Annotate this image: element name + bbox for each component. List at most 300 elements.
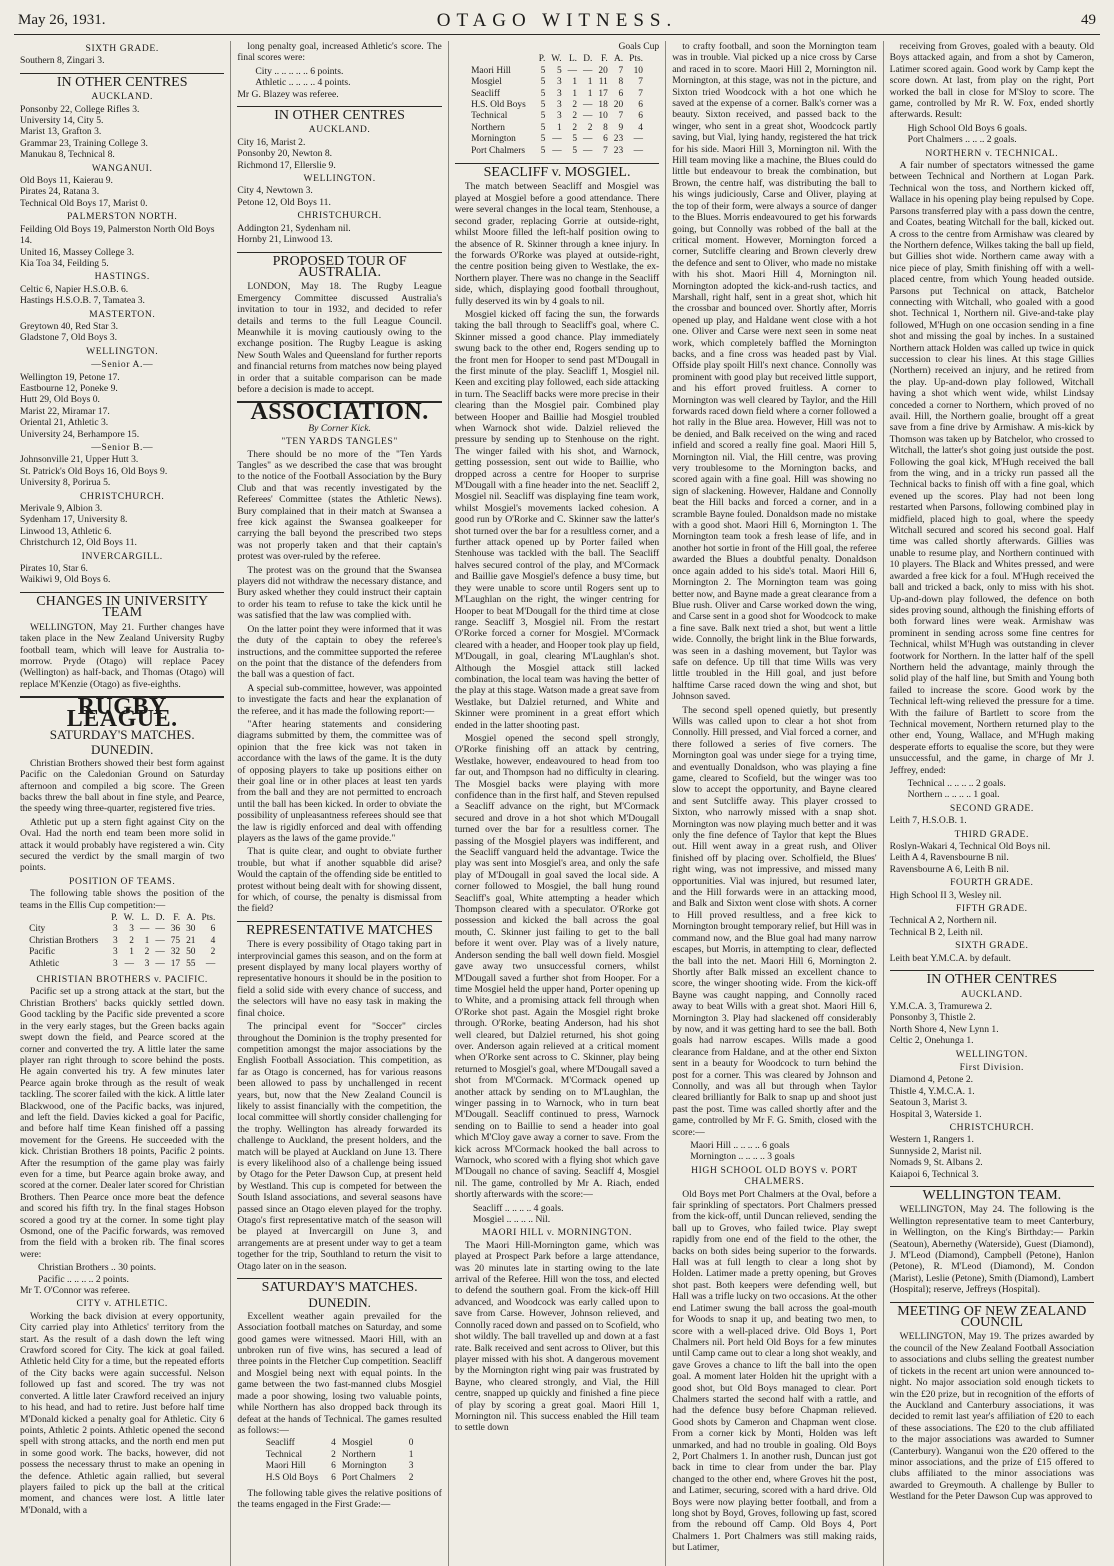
- section-heading: IN OTHER CENTRES: [890, 970, 1094, 985]
- article-paragraph: WELLINGTON, May 24. The following is the Wellington representative team to meet Canterbury, in Wellington, on the King's Birthday:— Parkin (Seatoun), Abernethy (Waterside), Guest (Diamond), J. M'Leod (Diamond), Campbell (Petone), Hanlon (Petone), R. M'Leod (Diamond), M. Condon (Marist), Leslie (Petone), Smith (Diamond), Lambert (Hospital); reserve, Jeffreys (Hospital).: [889, 1204, 1095, 1296]
- region-heading: MASTERTON.: [89, 308, 156, 320]
- result-item: Seacliff .. .. .. .. 4 goals.: [472, 1202, 564, 1214]
- table-cell: —: [583, 111, 593, 122]
- table-cell: Seacliff: [265, 1438, 295, 1449]
- result-item: University 8, Porirua 5.: [20, 477, 111, 489]
- table-cell: 6: [603, 134, 608, 145]
- result-item: Hastings H.S.O.B. 7, Tamatea 3.: [20, 295, 145, 307]
- result-list: [890, 890, 1094, 901]
- table-cell: 5: [540, 65, 546, 76]
- grade-heading: FOURTH GRADE.: [950, 877, 1034, 889]
- article-heading: PROPOSED TOUR OF AUSTRALIA.: [237, 252, 441, 279]
- region-heading: WELLINGTON.: [955, 1048, 1028, 1060]
- region-heading: HASTINGS.: [94, 271, 150, 283]
- table-cell: 7: [638, 77, 643, 88]
- table-cell: 10: [598, 111, 608, 122]
- table-cell: 20: [598, 65, 608, 76]
- table-cell: 18: [598, 100, 608, 111]
- table-cell: 5: [540, 145, 546, 156]
- result-list: [890, 1134, 1094, 1180]
- article-heading: POSITION OF TEAMS.: [69, 875, 176, 887]
- table-cell: 30: [186, 924, 196, 935]
- table-cell: —: [139, 924, 150, 935]
- table-cell: H.S. Old Boys: [471, 100, 526, 111]
- table-header-cell: A.: [186, 913, 196, 924]
- result-item: Seatoun 3, Marist 3.: [889, 1097, 968, 1109]
- table-cell: —: [583, 134, 593, 145]
- result-item: United 16, Massey College 3.: [20, 246, 135, 258]
- result-item: Western 1, Rangers 1.: [889, 1134, 974, 1146]
- final-scores: [237, 66, 441, 89]
- result-item: Celtic 2, Onehunga 1.: [889, 1035, 974, 1047]
- article-paragraph: Athletic put up a stern fight against City on the Oval. Had the north end team been more solid in attack it would probably have registered a win. City secured the verdict by the small margin of two points.: [20, 816, 225, 874]
- article-paragraph: "After hearing statements and considering diagrams submitted by them, the committee was of opinion that the free kick was not taken in accordance with the laws of the game. It is the duty of opposing players to take up positions either on their goal line or in other places at least ten yards from the ball and they are not permitted to encroach until the ball has been kicked. In order to obviate the possibility of unpleasantness referees should see that the law is rigidly enforced and deal with offending players as the laws of the game provide.": [237, 718, 442, 844]
- table-cell: 23: [613, 134, 624, 145]
- region-heading: PALMERSTON NORTH.: [67, 211, 178, 223]
- table-cell: 17: [598, 88, 608, 99]
- result-list: [237, 223, 441, 246]
- table-cell: 7: [603, 145, 608, 156]
- column-1: [14, 41, 231, 1566]
- table-row: [468, 77, 646, 88]
- issue-date: May 26, 1931.: [18, 12, 106, 28]
- table-cell: Port Chalmers: [341, 1472, 396, 1483]
- table-cell: —: [583, 100, 593, 111]
- newspaper-title: OTAGO WITNESS.: [436, 10, 678, 31]
- grade-heading: SECOND GRADE.: [949, 802, 1034, 814]
- table-cell: —: [155, 958, 165, 969]
- result-item: Oriental 21, Athletic 3.: [20, 417, 109, 429]
- table-cell: 21: [186, 935, 196, 946]
- table-cell: 1: [129, 947, 134, 958]
- standings-table: [468, 54, 646, 157]
- result-item: Old Boys 11, Kaierau 9.: [20, 175, 113, 187]
- table-cell: 6: [638, 100, 643, 111]
- result-item: Maori Hill .. .. .. .. 6 goals: [690, 1140, 790, 1151]
- table-cell: 2: [210, 947, 216, 958]
- result-item: Richmond 17, Ellerslie 9.: [237, 159, 336, 171]
- table-header-row: [26, 913, 218, 924]
- table-cell: Northern: [341, 1449, 376, 1460]
- result-item: Hornby 21, Linwood 13.: [237, 234, 333, 246]
- region-heading: CHRISTCHURCH.: [297, 210, 382, 222]
- table-cell: —: [583, 65, 593, 76]
- table-cell: —: [124, 958, 134, 969]
- table-cell: Mosgiel: [471, 77, 502, 88]
- column-2: [231, 41, 448, 1566]
- result-item: Nomads 9, St. Albans 2.: [889, 1157, 983, 1169]
- result-item: Roslyn-Wakari 4, Technical Old Boys nil.: [889, 841, 1051, 853]
- referee-line: Mr T. O'Connor was referee.: [20, 1285, 131, 1297]
- table-cell: 23: [613, 145, 624, 156]
- article-paragraph: to crafty football, and soon the Mornington team was in trouble. Vial picked up a nice cross by Carse and raced in to score. Maori Hill 2, Mornington nil. Mornington, at this stage, was not in the picture, and Sixton tried Woodcock with a hot one which he saved at the expense of a corner. Balk's corner was a beauty. Sixton received, and passed back to the winger, who sent in a great shot, Woodcock partly saving, but Vial, lying handy, registered the hat trick for his side. Maori Hill 3, Mornington nil. With the Hill team moving like a machine, the Blues could do little but endeavour to break the combination, but Brown, the centre half, was distributing the ball to his wings judiciously, Carse and Oliver, playing at the top of their form, were always a source of danger to the Blues. Morris endeavoured to get his forwards going, but Connolly was robbed of the ball at the critical moment. However, Mornington forced a corner, Sutcliffe clearing and Brown cleverly drew the defence and sent to Oliver, who made no mistake with his shot. Maori Hill 4, Mornington nil. Mornington adopted the kick-and-rush tactics, and Marshall, right half, sent in a great shot, which hit the crossbar and bounced over. Shortly after, Morris opened up play, and Haldane went close with a hot one. Oliver and Carse were next seen in some neat work, which completely baffled the Mornington backs, and a fine cross was headed past by Vial. Offside play spoilt Hill's next chance. Connolly was prominent with good play but received little support, and his effort proved fruitless. A corner to Mornington was well cleared by Taylor, and the Hill forwards raced down field where a corner followed a hot rally in the Blue area. However, Hill was not to be denied, and Balk received on the wing and raced infield and scored a really fine goal. Maori Hill 5, Mornington nil. Vial, the Hill centre, was proving very troublesome to the Mornington backs, and scored again with a fine goal. Hill was showing no sign of slackening. However, Haldane and Connolly beat the Hill backs and forced a corner, and in a scramble Bayne fouled. Donaldson made no mistake with a good shot. Maori Hill 6, Mornington 1. The Mornington team took a fresh lease of life, and in another hot sortie in front of the Hill goal, the referee awarded the Blues a doubtful penalty. Donaldson once again added to his side's total. Maori Hill 6, Mornington 2. The Mornington team was going better now, and Bayne made a great clearance from a Blue rush. Oliver and Carse worked down the wing, and Carse sent in a good shot for Woodcock to make a fine save. Balk next tried a shot, but went a little wide. Connolly, the bright link in the Blue forwards, was seen in a dashing movement, but Taylor was safe on defence. Up till that time Wills was very little troubled in the Hill goal, and just before halftime Carse raced down the wing and shot, but Johnson saved.: [672, 41, 877, 703]
- result-item: Athletic .. .. .. .. 4 points.: [255, 77, 351, 89]
- result-item: Leith beat Y.M.C.A. by default.: [889, 952, 1011, 964]
- result-item: City .. .. .. .. .. 6 points.: [255, 65, 344, 77]
- result-item: Pirates 10, Star 6.: [20, 563, 88, 575]
- result-item: Sunnyside 2, Marist nil.: [889, 1145, 982, 1157]
- result-item: Feilding Old Boys 19, Palmerston North Old Boys 14.: [20, 223, 215, 247]
- result-item: Port Chalmers .. .. .. 2 goals.: [907, 134, 1017, 146]
- column-4: [666, 41, 883, 1566]
- article-paragraph: Excellent weather again prevailed for the Association football matches on Saturday, and some good games were witnessed. Maori Hill, with an unbroken run of five wins, has secured a lead of three points in the Fletcher Cup competition. Seacliff and Mosgiel being next with equal points. In the game between the two fast-manned clubs Mosgiel made a poor showing, losing two valuable points, while Northern has also dropped back through its defeat at the hands of Technical. The games resulted as follows:—: [237, 1310, 442, 1436]
- section-title: RUGBY LEAGUE.: [20, 696, 224, 725]
- article-paragraph: There is every possibility of Otago taking part in interprovincial games this season, and on the form at present displayed by many local players worthy of representative honours it should be in the position to field a solid side with every chance of success, and the selectors will have no easy task in making the final choice.: [237, 939, 442, 1019]
- result-item: Kia Toa 34, Feilding 5.: [20, 257, 109, 269]
- section-title: ASSOCIATION.: [237, 401, 441, 418]
- result-item: Leith A 4, Ravensbourne B nil.: [889, 852, 1009, 864]
- result-item: Hospital 3, Waterside 1.: [889, 1108, 982, 1120]
- region-heading: CHRISTCHURCH.: [80, 490, 165, 502]
- result-item: University 24, Berhampore 15.: [20, 428, 140, 440]
- article-paragraph: WELLINGTON, May 19. The prizes awarded by the council of the New Zealand Football Association to associations and clubs selling the greatest number of tickets in the recent art union were announced to-night. No major association sold enough tickets to win the £20 prize, but in recognition of the efforts of the Auckland and Canterbury associations, it was decided to remit last year's affiliation of £20 to each of these associations. The £20 to the club affiliated to the major associations was awarded to Sumner (Canterbury). Wanganui won the £20 offered to the minor associations, and the prize of £15 offered to clubs affiliated to the minor associations was awarded to Greymouth. A challenge by Buller to Westland for the Peter Dawson Cup was approved to: [889, 1331, 1095, 1503]
- table-cell: 50: [186, 947, 196, 958]
- referee-line: Mr G. Blazey was referee.: [237, 88, 339, 100]
- table-cell: 5: [540, 134, 546, 145]
- article-paragraph: A fair number of spectators witnessed the game between Technical and Northern at Logan Park. Technical won the toss, and Northern kicked off, Wallace in his opening play being repulsed by Cope. Parsons transferred play with a pass down the centre, and Coates, beating Witchall for the ball, kicked out. A cross to the centre from Armishaw was cleared by the Northern defence, Wilkes taking the ball up field, but Gillies shot wide. Northern came away with a nice piece of play, Smith finishing off with a well-placed centre, from which Young headed outside. Parsons put Technical on attack, Batchelor connecting with Witchall, who goaled with a good shot. Technical 1, Northern nil. Give-and-take play followed, M'Hugh on one occasion sending in a fine shot and missing the goal by inches. In a sustained Northern attack Holden was called up twice in quick succession to clear his lines. At this stage Gillies (Northern) received an injury, and he retired from the play. Up-and-down play followed, Witchall having a shot which went wide, whilst Lindsay conceded a corner to Northern, which proved of no avail. Hill, the Northern goalie, brought off a great save from a fine drive by Armishaw. A mis-kick by Thomson was taken up by Batchelor, who crossed to Witchall, the latter's shot going just outside the post. Following the goal kick, M'Hugh received the ball from the wing, and in a tricky run passed all the Technical backs to finish off with a fine goal, which evened up the scores. Play had not been long restarted when Parsons, following combined play in midfield, placed high to goal, where the speedy Witchall secured and scored his second goal. Half time was called shortly afterwards. Gillies was unable to resume play, and Northern continued with 10 players. The Black and Whites pressed, and were awarded a free kick for a foul. M'Hugh received the ball and tricked a back, only to miss with his shot. Up-and-down play followed, the defence on both sides proving sound, although the finishing efforts of both forward lines were weak. Armishaw was prominent in sending across some fine centres for Technical, whilst M'Hugh was outstanding in clever footwork for Northern. In the latter half of the spell Northern held the advantage, mainly through the solid play of the half line, but Smith and Young both failed to increase the score. Good work by the Technical left-wing relieved the pressure for a time. With the failure of Bartlett to score from the Technical movement, Northern returned play to the other end, Young, Wallace, and M'Hugh making desperate efforts to equalise the score, but they were unsuccessful, and the game, in charge of Mr J. Jeffrey, ended:: [889, 160, 1095, 776]
- result-list: [20, 104, 224, 161]
- table-cell: 55: [186, 958, 196, 969]
- table-cell: 6: [638, 111, 643, 122]
- grade-heading: —Senior B.—: [91, 442, 154, 453]
- result-list: [20, 224, 224, 270]
- masthead: [14, 8, 1100, 35]
- table-row: [263, 1461, 417, 1472]
- article-heading: WELLINGTON TEAM.: [890, 1186, 1094, 1201]
- region-heading: WANGANUI.: [91, 162, 153, 174]
- result-item: North Shore 4, New Lynn 1.: [889, 1023, 999, 1035]
- table-cell: 2: [587, 122, 593, 133]
- column-3: [449, 41, 666, 1566]
- table-header-cell: A.: [614, 54, 624, 65]
- article-paragraph: Old Boys met Port Chalmers at the Oval, before a fair sprinkling of spectators. Port Chalmers pressed from the kick-off, until Duncan relieved, sending the ball up to Groves, who failed twice. Play swept rapidly from one end of the field to the other, the backs on both sides being superior to the forwards. Hall was at full length to clear a long shot by Holden. Latimer made a pretty opening, but Groves shot past. Both keepers were defending well, but Hall was a trifle lucky on two occasions. At the other end Latimer swung the ball across the goal-mouth for Woods to snap it up, and beating two men, to score with a well-placed drive. Old Boys 1, Port Chalmers nil. Port held Old Boys for a few minutes until Camp came out to clear a long shot weakly, and gave Groves a chance to lift the ball into the open goal. A moment later Holden hit the upright with a good shot, but Old Boys managed to clear. Port Chalmers started the second half with a rattle, and had the defence busy before Chapman relieved. Good shots by Cameron and Chapman went close. From a corner kick by Monti, Holden was left unmarked, and had no trouble in goaling. Old Boys 2, Port Chalmers 1. In another rush, Duncan just got back in time to clear from under the bar. Play changed to the other end, where Groves hit the post, and Latimer, securing, scored with a hard drive. Old Boys were now playing better football, and from a long shot by Boyd, Groves, following up fast, scored from the rebound off Camp. Old Boys 4, Port Chalmers 1. Port Chalmers was still making raids, but Latimer,: [672, 1188, 877, 1554]
- table-cell: —: [155, 924, 165, 935]
- table-cell: Christian Brothers: [29, 935, 99, 946]
- final-scores: [20, 1262, 224, 1285]
- table-cell: 3: [144, 958, 150, 969]
- result-item: Technical .. .. .. .. 2 goals.: [907, 778, 1006, 789]
- article-paragraph: receiving from Groves, goaled with a beauty. Old Boys attacked again, and from a shot by Cameron, Latimer scored again. Good work by Camp kept the score down. At last, from play on the right, Port worked the ball in close for M'Sloy to score. The game, controlled by Mr R. W. Fox, ended shortly afterwards. Result:: [889, 41, 1095, 121]
- article-paragraph: Christian Brothers showed their best form against Pacific on the Caledonian Ground on Saturday afternoon and compiled a big score. The Green backs threw the ball about in fine style, and Pearce, the speedy wing three-quarter, registered five tries.: [20, 757, 225, 815]
- table-row: [468, 134, 646, 145]
- table-header-cell: D.: [583, 54, 593, 65]
- table-header-cell: F.: [173, 913, 181, 924]
- table-cell: 1: [587, 88, 593, 99]
- result-item: Grammar 23, Training College 3.: [20, 137, 148, 149]
- results-table: [263, 1438, 417, 1484]
- article-heading: HIGH SCHOOL OLD BOYS v. PORT CHALMERS.: [691, 1164, 858, 1188]
- article-heading: MAORI HILL v. MORNINGTON.: [482, 1227, 633, 1239]
- region-heading: AUCKLAND.: [308, 124, 371, 136]
- result-item: Marist 22, Miramar 17.: [20, 405, 110, 417]
- table-cell: —: [633, 134, 643, 145]
- table-row: [468, 89, 646, 100]
- table-cell: 4: [210, 935, 216, 946]
- columns: [14, 35, 1100, 1566]
- table-header-cell: [26, 913, 108, 924]
- result-list: [20, 454, 224, 488]
- table-cell: —: [205, 958, 216, 969]
- article-heading: MEETING OF NEW ZEALAND COUNCIL: [890, 1302, 1094, 1329]
- table-cell: Seacliff: [471, 88, 501, 99]
- article-paragraph: There should be no more of the "Ten Yards Tangles" as we described the case that was brought to the notice of the Football Association by the Bury Club and that was recently investigated by the Referees' Committee (states the Athletic News). Bury complained that in their match at Swansea a free kick against the Swansea goalkeeper for carrying the ball beyond the prescribed two steps was not properly taken and that their captain's protest was over-ruled by the referee.: [237, 448, 442, 563]
- table-cell: 3: [408, 1461, 414, 1472]
- article-paragraph: The match between Seacliff and Mosgiel was played at Mosgiel before a good attendance. There were several changes in the local team, Stenhouse, a second grader, replacing Gorrie at outside-right, whilst Moore filled the left-half position owing to the absence of R. Skinner through a knee injury. In the forwards O'Rorke was played at outside-right, the centre position being given to Westlake, the ex-Northern player. There was no change in the Seacliff side, which, displaying good football throughout, fully deserved its win by 4 goals to nil.: [454, 181, 660, 307]
- table-cell: 1: [556, 122, 562, 133]
- table-row: [26, 936, 218, 947]
- result-item: Sydenham 17, University 8.: [20, 514, 128, 526]
- region-heading: AUCKLAND.: [91, 91, 154, 103]
- table-cell: 5: [540, 122, 546, 133]
- grade-heading: FIFTH GRADE.: [955, 903, 1028, 915]
- region-heading: INVERCARGILL.: [81, 550, 163, 562]
- table-row: [26, 924, 218, 935]
- table-cell: Maori Hill: [471, 65, 511, 76]
- result-item: Christian Brothers .. 30 points.: [38, 1262, 157, 1274]
- result-item: Pacific .. .. .. .. 2 points.: [38, 1273, 129, 1285]
- article-heading: NORTHERN v. TECHNICAL.: [925, 147, 1059, 159]
- subsection-title: DUNEDIN.: [308, 1295, 371, 1311]
- table-cell: 10: [633, 65, 643, 76]
- article-heading: SEACLIFF v. MOSGIEL.: [455, 163, 659, 178]
- article-heading: "TEN YARDS TANGLES": [281, 436, 398, 448]
- article-paragraph: LONDON, May 18. The Rugby League Emergency Committee discussed Australia's invitation to tour in 1932, and decided to refer details and terms to the full League Council. Meanwhile it is moving cautiously owing to the exchange position. The Rugby League is asking New South Wales and Queensland for further reports and financial returns from matches now being played in order that a suitable comparison can be made before a decision is made to accept.: [237, 281, 442, 395]
- result-item: Mosgiel .. .. .. .. Nil.: [472, 1214, 551, 1226]
- region-heading: WELLINGTON.: [86, 345, 159, 357]
- result-item: Addington 21, Sydenham nil.: [237, 222, 351, 234]
- table-cell: 0: [408, 1438, 414, 1449]
- grade-heading: First Division.: [959, 1061, 1025, 1073]
- table-cell: 5: [540, 77, 546, 88]
- article-heading: REPRESENTATIVE MATCHES: [237, 921, 441, 936]
- subsection-title: SATURDAY'S MATCHES.: [49, 726, 195, 742]
- result-item: Waikiwi 9, Old Boys 6.: [20, 574, 111, 586]
- article-paragraph: Pacific set up a strong attack at the start, but the Christian Brothers' backs quickly settled down. Good tackling by the Pacific side prevented a score in the very early stages, but the Green backs again swept down the field, and Pearce scored at the corner and converted the try. A little later the same player ran right through to score behind the posts. He again converted his try. A few minutes later Pearce again broke through as the result of weak tackling. The scorer failed with the kick. A little later Blackwood, one of the Pacific backs, was injured, and left the field. Davies kicked a goal for Pacific, and before half time Kean finished off a passing movement for the Greens. He succeeded with the kick. Christian Brothers 18 points, Pacific 2 points. After the resumption of the game play was fairly even for a time, but Pearce again broke away, and scored at the corner. Dealer later scored for Christian Brothers. Then Pearce once more beat the defence and scored his fifth try. In the final stages Hobson scored a good try at the corner. In some tight play Osmond, one of the Pacific forwards, was removed from the field with a broken rib. The final scores were:: [20, 986, 225, 1260]
- table-header-cell: L.: [568, 54, 578, 65]
- table-cell: 1: [144, 935, 150, 946]
- table-row: [468, 146, 646, 157]
- table-cell: 36: [170, 924, 181, 935]
- article-paragraph: The Maori Hill-Mornington game, which was played at Prospect Park before a large attendance, was 20 minutes late in starting owing to the late arrival of the Referee. Hill won the toss, and elected to defend the southern goal. From the kick-off Hill advanced, and Woodcock was early called upon to save from Carse. However, Johnson relieved, and Connolly raced down and passed on to Scofield, who shot wildly. The ball travelled up and down at a fast rate. Balk received and sent across to Oliver, but this player missed with his shot. A dangerous movement by the Mornington right wing pair was frustrated by Bayne, who cleared strongly, and Vial, the Hill centre, snapped up quickly and finished a fine piece of play by scoring a great goal. Maori Hill 1, Mornington nil. This success enabled the Hill team to settle down: [454, 1239, 660, 1434]
- result-list: [237, 185, 441, 208]
- table-cell: 5: [556, 65, 562, 76]
- table-cell: 75: [170, 935, 181, 946]
- table-cell: 6: [210, 924, 216, 935]
- table-header-cell: L.: [141, 913, 150, 924]
- result-item: Diamond 4, Petone 2.: [889, 1074, 974, 1086]
- byline: By Corner Kick.: [308, 422, 371, 434]
- table-cell: 7: [618, 65, 624, 76]
- table-cell: 3: [556, 88, 562, 99]
- table-cell: —: [552, 145, 562, 156]
- table-row: [468, 111, 646, 122]
- result-item: St. Patrick's Old Boys 16, Old Boys 9.: [20, 465, 168, 477]
- result-line: Southern 8, Zingari 3.: [20, 55, 105, 67]
- result-list: [890, 841, 1094, 875]
- table-header-cell: F.: [600, 54, 608, 65]
- article-paragraph: Working the back division at every opportunity, City carried play into Athletics' territory from the start. As the result of a dash down the left wing Crawford scored for City. The kick at goal failed. Athletic held City for a time, but the repeated efforts of the City backs were again successful. Nelson followed up fast and scored. The try was not converted. A little later Crawford received an injury to his head, and had to retire. Just before half time M'Donald kicked a penalty goal for Athletic. City 6 points, Athletic 2 points. Athletic opened the second spell with strong attacks, and the north end men put in some good work. The backs, however, did not possess the necessary thrust to make an opening in the defence. Athletic again rallied, but several players failed to pick up the ball at the critical moment, and chances were lost. A little later M'Donald, with a: [20, 1310, 225, 1516]
- table-cell: 2: [331, 1449, 336, 1460]
- table-cell: 3: [112, 924, 118, 935]
- region-heading: CHRISTCHURCH.: [949, 1121, 1034, 1133]
- result-item: Y.M.C.A. 3, Tramurewa 2.: [889, 1000, 993, 1012]
- result-item: Christchurch 12, Old Boys 11.: [20, 537, 137, 549]
- article-paragraph: Mosgiel opened the second spell strongly, O'Rorke finishing off an attack by centring, Westlake, however, endeavoured to head from too far out, and Thompson had no difficulty in clearing. The Mosgiel backs were playing with more confidence than in the first half, and Steven repulsed a Seacliff advance on the right, but M'Cormack secured and drove in a hot shot which M'Dougall turned over the bar for a resultless corner. The passing of the Mosgiel players was indifferent, and the Seacliff vanguard held the advantage. Twice the play was sent into Mosgiel's area, and only the safe play of M'Dougall in goal saved the local side. A corner followed to Mosgiel, the ball hung round Seacliff's goal, White attempting a header which Thompson cleared with a speculator. O'Rorke got possession and kicked the ball across the goal mouth, C. Skinner just failing to get to the ball before it went over. Play was of a lively nature, Anderson sending the ball well down field. Mosgiel gave away two unsuccessful corners, whilst M'Dougall saved a further shot from Hooper. For a time Mosgiel held the upper hand, Porter opening up to White, and a promising attack fell through when O'Rorke shot past. Again the Mosgiel right broke through. O'Rorke, beating Anderson, had his shot well cleared, but Dalziel returned, his shot going over. Anderson again relieved at a critical moment when O'Rorke sent across to C. Skinner, play being returned to Mosgiel's goal, where M'Dougall saved a shot from M'Cormack. M'Cormack opened up another attack by sending on to M'Laughlan, the winger passing in to Warnock, who in turn beat M'Dougall. Seacliff continued to press, Warnock sending on to Baillie to send a header into goal which M'Cloy gave away a corner to save. From the kick across M'Cormack hooked the ball across to Warnock, who scored with a flying shot which gave M'Dougall no chance of saving. Seacliff 4, Mosgiel nil. The game, controlled by Mr A. Riach, ended shortly afterwards with the score:—: [454, 732, 660, 1201]
- table-cell: 3: [556, 111, 562, 122]
- result-list: [890, 953, 1094, 964]
- table-cell: 4: [331, 1438, 336, 1449]
- result-list: [20, 284, 224, 307]
- final-scores: [890, 123, 1094, 146]
- table-cell: 5: [572, 145, 578, 156]
- region-heading: AUCKLAND.: [961, 988, 1023, 1000]
- final-scores: [890, 778, 1094, 801]
- table-row: [263, 1438, 417, 1449]
- result-item: Technical Old Boys 17, Marist 0.: [20, 197, 148, 209]
- standings-table: [26, 913, 218, 970]
- table-header-cell: P.: [538, 54, 546, 65]
- column-5: [884, 41, 1100, 1566]
- table-cell: Mornington: [341, 1461, 387, 1472]
- result-item: Ponsonby 22, College Rifles 3.: [20, 103, 140, 115]
- table-cell: 2: [129, 935, 134, 946]
- table-cell: 1: [572, 88, 578, 99]
- table-cell: Technical: [471, 111, 508, 122]
- table-header-cell: Pts.: [629, 54, 643, 65]
- table-cell: 3: [112, 947, 118, 958]
- result-item: Greytown 40, Red Star 3.: [20, 320, 119, 332]
- result-item: Gladstone 7, Old Boys 3.: [20, 332, 118, 344]
- table-row: [263, 1473, 417, 1484]
- section-heading: IN OTHER CENTRES: [20, 73, 224, 88]
- article-paragraph: WELLINGTON, May 21. Further changes have taken place in the New Zealand University Rugby football team, which will leave for Australia to-morrow. Pryde (Otago) will replace Pacey (Wellington) as half-back, and Thomas (Otago) will replace M'Kenzie (Otago) as five-eighths.: [20, 621, 225, 690]
- article-paragraph: The protest was on the ground that the Swansea players did not withdraw the necessary distance, and Bury asked whether they could instruct their captain to order his team to refuse to take the kick until he was satisfied that the law was complied with.: [237, 564, 442, 622]
- table-cell: 6: [331, 1472, 336, 1483]
- result-item: Celtic 6, Napier H.S.O.B. 6.: [20, 283, 129, 295]
- result-item: Kaiapoi 6, Technical 3.: [889, 1168, 979, 1180]
- result-item: Hutt 29, Old Boys 0.: [20, 394, 100, 406]
- result-item: Technical B 2, Leith nil.: [889, 926, 983, 938]
- table-cell: 3: [556, 100, 562, 111]
- result-item: Petone 12, Old Boys 11.: [237, 196, 331, 208]
- result-item: Linwood 13, Athletic 6.: [20, 525, 112, 537]
- table-cell: 2: [572, 111, 578, 122]
- table-cell: Mosgiel: [341, 1438, 373, 1449]
- table-cell: 3: [112, 935, 118, 946]
- table-cell: 9: [618, 122, 624, 133]
- table-cell: 7: [618, 111, 624, 122]
- result-item: Mornington .. .. .. .. 3 goals: [690, 1151, 795, 1163]
- result-item: High School II 3, Wesley nil.: [889, 889, 1002, 901]
- table-caption: Goals Cup: [618, 41, 660, 52]
- result-item: Ponsonby 20, Newton 8.: [237, 148, 333, 160]
- final-scores: [672, 1140, 876, 1163]
- table-cell: 3: [556, 77, 562, 88]
- table-cell: —: [567, 65, 578, 76]
- table-cell: —: [552, 134, 562, 145]
- article-paragraph: A special sub-committee, however, was appointed to investigate the facts and hear the explanation of the referee, and it has made the following report:—: [237, 682, 442, 717]
- result-list: [890, 915, 1094, 938]
- grade-heading: THIRD GRADE.: [954, 828, 1029, 840]
- table-row: [26, 947, 218, 958]
- table-cell: —: [583, 145, 593, 156]
- article-paragraph: The following table gives the relative positions of the teams engaged in the First Grade:—: [237, 1487, 442, 1511]
- article-paragraph: That is quite clear, and ought to obviate further trouble, but what if another squabble did arise? Would the captain of the offending side be entitled to protest without being dealt with for showing dissent, for which, of course, the penalty is dismissal from the field?: [237, 846, 442, 915]
- article-heading: CHANGES IN UNIVERSITY TEAM: [20, 592, 224, 619]
- table-cell: 5: [572, 134, 578, 145]
- table-cell: 1: [408, 1449, 414, 1460]
- table-cell: 11: [598, 77, 608, 88]
- result-item: Marist 13, Grafton 3.: [20, 126, 102, 138]
- table-cell: 8: [603, 122, 608, 133]
- article-paragraph: On the latter point they were informed that it was the duty of the captain to obey the referee's instructions, and the committee supported the referee on the point that the distance of the defenders from the ball was a question of fact.: [237, 623, 442, 681]
- table-cell: 17: [170, 958, 181, 969]
- table-cell: Northern: [471, 122, 505, 133]
- table-cell: 1: [587, 77, 593, 88]
- table-header-cell: W.: [123, 913, 134, 924]
- result-list: [20, 175, 224, 209]
- table-header-cell: D.: [155, 913, 165, 924]
- result-item: High School Old Boys 6 goals.: [907, 122, 1028, 134]
- table-row: [26, 959, 218, 970]
- result-list: [20, 563, 224, 586]
- table-cell: 5: [540, 88, 546, 99]
- result-item: Leith 7, H.S.O.B. 1.: [889, 815, 967, 827]
- table-cell: Port Chalmers: [471, 145, 525, 156]
- table-cell: Pacific: [29, 947, 56, 958]
- result-item: Merivale 9, Albion 3.: [20, 503, 103, 515]
- final-scores: [455, 1203, 659, 1226]
- article-paragraph: Mosgiel kicked off facing the sun, the forwards taking the ball through to Seacliff's goal, where C. Skinner missed a good chance. Play immediately swung back to the other end, Rogers sending up to the front men for Hooper to send past M'Dougall in the first minute of the play. Seacliff 1, Mosgiel nil. Keen and exciting play followed, each side attacking in turn. The Seacliff backs were more precise in their clearing than the Mosgiel pair. Combined play between Hooper and Baillie had Mosgiel troubled when Warnock shot wide. Dalziel relieved the pressure by sending up to Stenhouse on the right. The winger failed with his shot, and Warnock, getting possession, sent out wide to Baillie, who dropped across a centre for Hooper to surprise M'Dougall with a fine header into the net. Seacliff 2, Mosgiel nil. Seacliff was displaying fine team work, whilst Mosgiel's movements lacked cohesion. A good run by O'Rorke and C. Skinner saw the latter's shot turned over the bar for a resultless corner, and a further attack opened up by Porter failed when Stenhouse was tackled with the ball. The Seacliff halves secured control of the play, and M'Cormack and Baillie gave Mosgiel's defence a busy time, but they were unable to score until Rogers sent up to M'Laughlan on the right, the winger centring for Hooper to beat M'Dougall for the third time at close range. Seacliff 3, Mosgiel nil. From the restart O'Rorke forced a corner for Mosgiel. M'Cormack cleared with a header, and Hooper took play up field, M'Dougall, in goal, clearing M'Laughlan's shot. Although the Mosgiel attack still lacked combination, the local team was having the better of the play at this stage. Watson made a great save from Westlake, but Dalziel returned, and White and Skinner were prominent in a great effort which ended in the latter shooting past.: [454, 308, 660, 731]
- region-heading: WELLINGTON.: [303, 173, 376, 185]
- table-cell: 2: [572, 122, 578, 133]
- table-cell: 7: [638, 88, 643, 99]
- result-item: University 14, City 5.: [20, 115, 104, 127]
- table-cell: City: [29, 924, 46, 935]
- result-item: Technical A 2, Northern nil.: [889, 915, 997, 927]
- table-header-cell: [468, 54, 536, 65]
- result-item: Eastbourne 12, Poneke 9.: [20, 382, 118, 394]
- table-cell: 2: [572, 100, 578, 111]
- table-cell: 5: [540, 111, 546, 122]
- result-item: Wellington 19, Petone 17.: [20, 371, 120, 383]
- table-cell: —: [155, 935, 165, 946]
- article-paragraph: The second spell opened quietly, but presently Wills was called upon to clear a hot shot from Connolly. Hill pressed, and Vial forced a corner, and there followed a series of five corners. The Mornington goal was under siege for a trying time, and eventually Donaldson, who was playing a fine game, cleared to Scofield, but the winger was too slow to accept the opportunity, and Bayne cleared and sent Sutcliffe away. This player crossed to Sixton, who narrowly missed with a snap shot. Mornington was now playing much better and it was only the fine defence of Taylor that kept the Blues out. Hill went away in a great rush, and Oliver finished off by placing over. Scholfield, the Blues' right wing, was not impressive, and missed many opportunities. Vial was injured, but resumed later, and the Hill forwards were in an attacking mood, and Balk and Sixton went close with shots. A corner to Hill proved resultless, and a free kick to Mornington brought temporary relief, but Hill was in command now, and the Blue goal had many narrow escapes, but Morris, in attempting to clear, deflected the ball into the net. Maori Hill 6, Mornington 2. Shortly after Balk missed an excellent chance to score, the winger shooting wide. From the kick-off Bayne was caught napping, and Connolly raced away to beat Wills with a great shot. Maori Hill 6, Mornington 3. Play had slackened off considerably by now, and it was getting hard to see the ball. Both goals had narrow escapes. Wills made a good clearance from Haldane, and at the other end Sixton sent in a beauty for Woodcock to turn behind the post for a corner. This was cleared by Johnson and Connolly, and was all but through when Taylor cleared brilliantly for Balk to snap up and shoot just past the post. Time was called shortly after and the game, controlled by Mr F. G. Smith, closed with the score:—: [672, 704, 877, 1138]
- table-cell: 5: [540, 100, 546, 111]
- page-number: 49: [1081, 12, 1096, 28]
- table-row: [468, 66, 646, 77]
- result-item: Thistle 4, Y.M.C.A. 1.: [889, 1085, 975, 1097]
- table-cell: 2: [408, 1472, 414, 1483]
- table-cell: 8: [618, 77, 624, 88]
- table-cell: 2: [144, 947, 150, 958]
- table-cell: 32: [170, 947, 181, 958]
- section-heading: SIXTH GRADE.: [85, 43, 159, 54]
- table-row: [468, 123, 646, 134]
- table-cell: Mornington: [471, 134, 516, 145]
- table-cell: —: [155, 947, 165, 958]
- result-item: Manukau 8, Technical 8.: [20, 149, 115, 161]
- table-header-cell: P.: [111, 913, 118, 924]
- article-paragraph: The following table shows the position of the teams in the Ellis Cup competition:—: [20, 888, 225, 911]
- table-cell: 3: [112, 958, 118, 969]
- table-cell: 1: [572, 77, 578, 88]
- result-item: Ravensbourne A 6, Leith B nil.: [889, 863, 1009, 875]
- table-cell: Technical: [265, 1449, 303, 1460]
- section-heading: IN OTHER CENTRES: [237, 106, 441, 121]
- grade-heading: —Senior A.—: [91, 359, 154, 371]
- subsection-title: DUNEDIN.: [90, 742, 154, 758]
